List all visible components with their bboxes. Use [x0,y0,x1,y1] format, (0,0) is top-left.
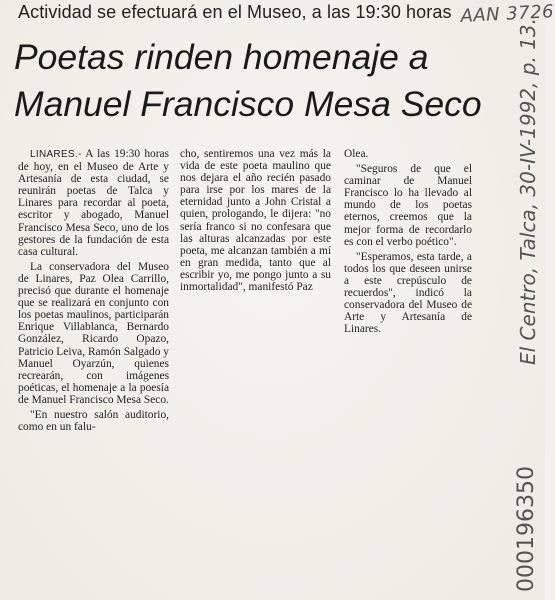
article-column-3 [344,148,472,335]
article-headline [14,34,514,128]
headline-line-2: Manuel Francisco Mesa Seco [14,84,482,124]
column-1-paragraph-1-text: A las 19:30 horas de hoy, en el Museo de Arte y Artesanía de esta ciudad, se reunirán poetas de Talca y Linares para recordar al poeta, escritor y abogado, Manuel Francisco Mesa Seco, uno de los gestores de la fundación de esta casa cultural. [18,148,169,258]
column-3-paragraph-2: "Seguros de que el caminar de Manuel Francisco lo ha llevado al mundo de los poetas eternos, creemos que la mejor forma de recordarlo es con el verbo poético". [344,163,472,248]
headline-line-1: Poetas rinden homenaje a [14,37,429,77]
article-column-1 [18,148,169,433]
handwritten-catalog-number: 000196350 [514,466,539,592]
article-column-2 [180,148,331,293]
handwritten-archive-code: AAN 3726 [460,1,555,27]
column-1-paragraph-3: "En nuestro salón auditorio, como en un falu- [18,408,169,434]
column-3-paragraph-1: Olea. [344,148,369,160]
article-kicker: Actividad se efectuará en el Museo, a las 19:30 horas [18,2,452,22]
column-1-paragraph-1 [18,148,169,258]
column-1-paragraph-2: La conservadora del Museo de Linares, Paz Olea Carrillo, precisó que durante el homenaje que se realizará en conjunto con los poetas maulinos, participarán Enrique Villablanca, Bernardo González, Ricardo Opazo, Patricio Leiva, Ramón Salgado y Manuel Oyarzún, quienes recrearán, con imágenes poéticas, el homenaje a la poesía de Manuel Francisco Mesa Seco. [18,260,169,406]
column-3-paragraph-3: "Esperamos, esta tarde, a todos los que deseen unirse a este crepúsculo de recuerdos", indicó la conservadora del Museo de Arte y Artesanía de Linares. [344,250,472,336]
dateline: LINARES.- [30,149,82,160]
handwritten-source-note: El Centro, Talca, 30-IV-1992, p. 13. [516,18,540,365]
column-2-paragraph-1: cho, sentiremos una vez más la vida de este poeta maulino que nos dejara el año recién pasado para irse por los mares de la eternidad junto a John Cristal a quien, prologando, le dijera: "no sería franco si no confesara que las alturas alcanzadas por este poeta, me alcanzan también a mí en gran medida, tanto que al escribir yo, me pongo junto a su inmortalidad", manifestó Paz [180,148,331,294]
